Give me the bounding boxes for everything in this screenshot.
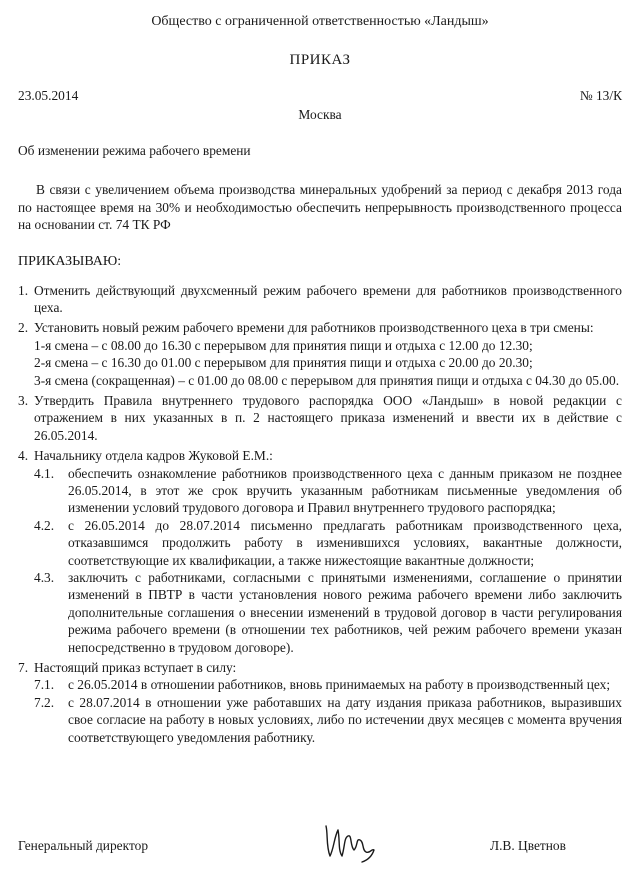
shift-1: 1-я смена – с 08.00 до 16.30 с перерывом для принятия пищи и отдыха с 12.00 до 12.30; [34,337,533,353]
item-text: Отменить действующий двухсменный режим рабочего времени для работников производственного цеха. [34,282,622,315]
item-text: Установить новый режим рабочего времени для работников производственного цеха в три смены: [34,320,594,336]
sub-item-number: 4.2. [34,517,55,533]
signature-block [18,834,622,874]
preamble-paragraph: В связи с увеличением объема производства минеральных удобрений за период с декабря 2013 года по настоящее время на 30% и необходимостью обеспечить непрерывность производственного процесса на основании ст. 74 ТК РФ [18,182,622,232]
date-number-line [18,88,622,106]
item-text: Настоящий приказ вступает в силу: [34,660,237,676]
sub-item-number: 4.1. [34,465,55,481]
shift-3: 3-я смена (сокращенная) – с 01.00 до 08.00 с перерывом для принятия пищи и отдыха с 04.30 до 05.00. [34,372,620,388]
document-date: 23.05.2014 [18,88,79,103]
sub-item-number: 7.2. [34,694,55,710]
organization-name: Общество с ограниченной ответственностью «Ландыш» [151,14,489,29]
sub-item-text: с 28.07.2014 в отношении уже работавших на дату издания приказа работников, выразивших свое согласие на работу в новых условиях, либо по истечении двух месяцев с момента вручения соответствующего уведомления работнику. [68,694,622,745]
order-items [18,282,622,747]
document-subject: Об изменении режима рабочего времени [18,143,251,158]
sub-item-number: 7.1. [34,677,55,693]
item-text: Утвердить Правила внутреннего трудового распорядка ООО «Ландыш» в новой редакции с отражением в них указанных в п. 2 настоящего приказа изменений и ввести их в действие с 26.05.2014. [34,392,622,443]
shift-2: 2-я смена – с 16.30 до 01.00 с перерывом для принятия пищи и отдыха с 20.00 до 20.30; [34,355,533,371]
list-item [18,659,622,676]
item-text: Начальнику отдела кадров Жуковой Е.М.: [34,448,273,464]
item-number: 7. [18,660,29,676]
document-title: ПРИКАЗ [289,52,351,68]
document-city: Москва [298,107,342,122]
shift-list [34,337,622,389]
sub-item-text: с 26.05.2014 до 28.07.2014 письменно предлагать работникам производственного цеха, отказавшимся продолжить работу в изменившихся условиях, вакантные должности, соответствующие их квалификации, а также нижестоящие вакантные должности; [68,517,622,568]
list-item [18,447,622,464]
sub-item [34,694,622,746]
item-number: 1. [18,282,29,298]
item-number: 3. [18,392,29,408]
order-word: ПРИКАЗЫВАЮ: [18,253,122,269]
list-item [18,282,622,317]
sub-item [34,676,622,693]
signatory-name: Л.В. Цветнов [490,838,566,853]
sub-item [34,517,622,569]
item-number: 2. [18,320,29,336]
sub-item-text: обеспечить ознакомление работников производственного цеха с данным приказом не позднее 26.05.2014, в этот же срок вручить указанным работникам письменные уведомления об изменении условий трудового договора и Правил внутреннего трудового распорядка; [68,465,622,516]
list-item [18,392,622,444]
item-number: 4. [18,448,29,464]
sub-item [34,569,622,656]
sub-item [34,465,622,517]
list-item [18,319,622,336]
handwritten-signature-icon [318,820,378,866]
document-number: № 13/К [579,88,622,103]
sub-item-text: заключить с работниками, согласными с принятыми изменениями, соглашение о принятии изменений в ПВТР в части установления нового режима рабочего времени либо заключить дополнительные соглашения о внесении изменений в трудовой договор в части регулирования режима рабочего времени (в отношении тех работников, чей режим рабочего времени указан непосредственно в трудовом договоре). [68,570,622,655]
sub-item-text: с 26.05.2014 в отношении работников, вновь принимаемых на работу в производственный цех; [68,677,611,693]
signatory-position: Генеральный директор [18,838,149,853]
sub-item-number: 4.3. [34,570,55,585]
